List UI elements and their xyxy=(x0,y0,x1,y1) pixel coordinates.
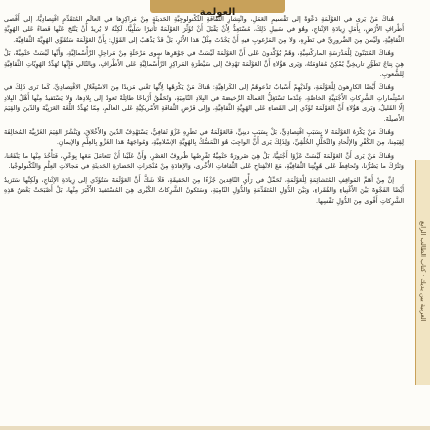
book-side-label: العربية بين يديك · كتاب الطالب الرابع xyxy=(419,221,427,322)
title-band xyxy=(150,0,285,18)
page-title: العولمة xyxy=(199,7,236,18)
paragraph: إنَّ مِنْ أَهَمِّ المَواقِفِ المُتَشائِمَةِ لِلْعَوْلَمَةِ، تُحَمِّلُ في رَأْيِ النّاقِدينَ جُزْءًا مِنَ الحَقيقَةِ، فَلَا شَكَّ أَنَّ العَوْلَمَةَ سَتُؤَدّي إلى زِيادَةِ الإنْتاجِ، وَلَكِنَّها سَتَزيدُ أَيْضًا الفَجْوَةَ بَيْنَ الأَغْنِياءِ وَالفُقَراءِ، وَبَيْنَ الدُّوَلِ المُتَقَدِّمَةِ وَالدُّوَلِ النّامِيَةِ، وَسَتَكونُ الشَّرِكاتُ الكُبْرى هِيَ المُسْتَفيدَ الأَكْبَرَ مِنْها، بَلْ أَصْبَحَتْ بَعْضُ هَذِهِ الشَّرِكاتِ أَقْوى مِنَ الدُّوَلِ نَفْسِها. xyxy=(4,175,404,205)
paragraph: وَهُناكَ مَنْ يَرى أَنَّ العَوْلَمَةَ لَيْسَتْ غَزْوًا أَجْنَبِيًّا، بَلْ هِيَ ضَرورَةٌ حَتْمِيَّةٌ تَفْرِضُها ظُروفُ العَصْرِ، وَأَنَّ عَلَيْنا أَنْ نَتَعامَلَ مَعَها بِوَعْيٍ، فَنَأْخُذَ مِنْها ما يَنْفَعُنا، وَنَتْرُكَ ما يَضُرُّنا، وَنُحافِظَ عَلى هُوِيَّتِنا الثَّقافِيَّةِ، مَعَ الانْفِتاحِ عَلى الثَّقافاتِ الأُخْرى، وَالإفادَةِ مِنْ مُنْجَزاتِ الحَضارَةِ الحَديثَةِ في مَجالاتِ العِلْمِ وَالتِّكْنولوجْيا. xyxy=(4,151,404,171)
paragraph: وَهُناكَ أَيْضًا الكارِهونَ لِلْعَوْلَمَةِ، وَلَدَيْهِمْ أَسْبابٌ تَدْعوهُمْ إلى الكَراهِيَّةِ: هُناكَ مَنْ يَكْرَهُها لِأَنَّها تَعْني مَزيدًا مِنَ الاسْتِغْلالِ الاقْتِصادِيِّ، كَما نَرى ذَلِكَ في اسْتِثْماراتِ الشَّرِكاتِ الأَجْنَبِيَّةِ الخاصَّةِ، عِنْدَما تَسْتَغِلُّ العَمالَةَ الرَّخيصَةَ في البِلادِ النّامِيَةِ، وَتُحَقِّقُ أَرْباحًا طائِلَةً تَعودُ إلى بِلادِها، وَلا يَسْتَفيدُ مِنْها أَهْلُ البِلادِ إلّا القَليلُ، وَيَرى هَؤُلاءِ أَنَّ العَوْلَمَةَ تُؤَدّي إلى القَضاءِ عَلى الهُوِيَّةِ الثَّقافِيَّةِ، وَإِلى فَرْضِ الثَّقافَةِ الأَمْريكِيَّةِ عَلى العالَمِ، مِمّا يُهَدِّدُ اللُّغَةَ العَرَبِيَّةَ وَالدّينَ وَالقِيَمَ الأَصيلَةَ. xyxy=(4,83,404,123)
page-footer-band xyxy=(0,426,430,430)
paragraph: هُناكَ مَنْ يَرى في العَوْلَمَةِ دَعْوَةً إلى تَقْسيمِ العَمَلِ، وانْتِشارِ الثَّقافَةِ التِّكْنولوجِيَّةِ الحَديثَةِ مِنْ مَراكِزِها في العالَمِ المُتَقَدِّمِ اقْتِصادِيًّا، إلى أَقْصى أَطْرافِ الأَرْضِ، بِأَمَلِ زِيادَةِ الإنْتاجِ، وهُوَ في سَبيلِ ذَلِكَ، مُسْتَعِدٌّ لِأَنْ يَقْبَلَ أَنْ تُؤَثِّرَ العَوْلَمَةُ تَأْثيرًا سَلْبِيًّا، لَكِنَّهُ لا يُريدُ أَنْ يَنْتُجَ عَنْها قَضاءٌ عَلى الهُوِيَّةِ الثَّقافِيَّةِ، وَلَيْسَ مِنَ الضَّرورِيِّ في نَظَرِهِ، وَلا مِنَ المَرْغوبِ فيهِ أَنْ يَحْدُثَ مِثْلُ هَذا الأَثَرِ، بَلْ قَدْ يَذْهَبُ إلى القَوْلِ: بِأَنَّ العَوْلَمَةَ سَتُقَوِّي الهُوِيَّةَ الثَّقافِيَّةَ. xyxy=(4,15,404,44)
paragraph: وَهُناكَ مَنْ يَكْرَهُ العَوْلَمَةَ لا بِسَبَبِ اقْتِصادِيٍّ، بَلْ بِسَبَبٍ دينِيٍّ، فَالعَوْلَمَةُ في نَظَرِهِ غَزْوٌ ثَقافِيٌّ، يَسْتَهْدِفُ الدّينَ وَالأَخْلاقَ، وَيَنْشُرُ القِيَمَ الغَرْبِيَّةَ المُخالِفَةَ لِقِيَمِنا، مِنَ الكُفْرِ وَالإلْحادِ وَالتَّحَلُّلِ الخُلُقِيِّ، وَلِذَلِكَ يَرى أَنَّ الواجِبَ هُوَ التَّمَسُّكُ بِالهُوِيَّةِ الإسْلامِيَّةِ، وَمُواجَهَةُ هَذا الغَزْوِ بِالعِلْمِ وَالإيمانِ. xyxy=(4,128,404,147)
text-column xyxy=(4,14,404,209)
paragraph: وَهُناكَ المُتَبَنّونَ لِلْمَدْرَسَةِ الماركْسِيَّةِ، وَهُمْ يُؤَكِّدونَ عَلى أَنَّ العَوْلَمَةَ لَيْسَتْ في جَوْهَرِها سِوى مَرْحَلَةٍ مِنْ مَراحِلِ الرَّأْسْمالِيَّةِ، وَأَنَّها لَيْسَتْ حَتْمِيَّةً، بَلْ هِيَ نِتاجُ تَطَوُّرٍ تاريخِيٍّ يُمْكِنُ مُقاوَمَتُهُ، وَيَرى هَؤُلاءِ أَنَّ العَوْلَمَةَ تَهْدِفُ إلى سَيْطَرَةِ المَراكِزِ الرَّأْسْمالِيَّةِ عَلى الأَطْرافِ، وَبِالتّالي فَإِنَّها تُهَدِّدُ الهُوِيّاتِ الثَّقافِيَّةِ لِلشُّعوبِ. xyxy=(4,49,404,79)
